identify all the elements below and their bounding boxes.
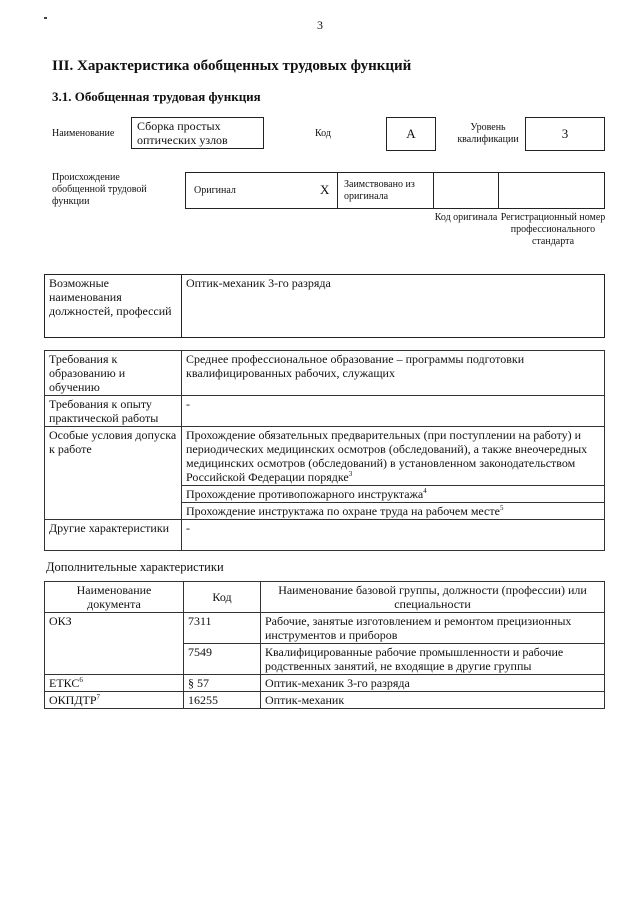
col-doc-header: Наименование документа bbox=[45, 582, 184, 613]
name-value-box bbox=[131, 117, 264, 149]
level-label: Уровень квалификации bbox=[457, 122, 519, 145]
table-row bbox=[45, 613, 605, 644]
footnote-ref: 4 bbox=[423, 487, 427, 495]
okpdtr-name-cell: Оптик-механик bbox=[261, 692, 605, 709]
original-mark: X bbox=[320, 182, 330, 197]
table-row bbox=[45, 582, 605, 613]
positions-value: Оптик-механик 3-го разряда bbox=[182, 275, 605, 338]
col-name-header: Наименование базовой группы, должности (профессии) или специальности bbox=[261, 582, 605, 613]
reg-num-cell bbox=[498, 172, 605, 209]
table-row bbox=[45, 520, 605, 551]
etks-label: ЕТКС bbox=[49, 676, 80, 690]
borrowed-label: Заимствовано из оригинала bbox=[344, 179, 415, 202]
table-row bbox=[45, 427, 605, 486]
okz-name-cell: Квалифицированные рабочие промышленности и рабочие родственных занятий, не входящие в другие группы bbox=[261, 644, 605, 675]
okpdtr-code-cell: 16255 bbox=[184, 692, 261, 709]
requirements-table bbox=[44, 350, 605, 551]
code-orig-cell bbox=[433, 172, 499, 209]
etks-cell bbox=[45, 675, 184, 692]
additional-title: Дополнительные характеристики bbox=[46, 560, 224, 574]
subsection-title: 3.1. Обобщенная трудовая функция bbox=[52, 89, 261, 104]
special-item bbox=[182, 486, 605, 503]
other-label: Другие характеристики bbox=[45, 520, 182, 551]
special-item bbox=[182, 503, 605, 520]
reg-num-caption: Регистрационный номер профессионального стандарта bbox=[500, 212, 606, 247]
footnote-ref: 5 bbox=[499, 504, 504, 512]
original-label: Оригинал bbox=[194, 185, 236, 196]
original-cell bbox=[185, 172, 338, 209]
okz-name-cell: Рабочие, занятые изготовлением и ремонтом прецизионных инструментов и приборов bbox=[261, 613, 605, 644]
table-row bbox=[45, 692, 605, 709]
other-value: - bbox=[182, 520, 605, 551]
special-label: Особые условия допуска к работе bbox=[45, 427, 182, 520]
table-row bbox=[45, 351, 605, 396]
positions-table bbox=[44, 274, 605, 338]
special-item-text: Прохождение обязательных предварительных (при поступлении на работу) и периодических медицинских осмотров (обследований), а также внеочередных медицинских осмотров (обследований) в установленном законодательством Российской Федерации порядке bbox=[186, 428, 588, 484]
special-item bbox=[182, 427, 605, 486]
education-label: Требования к образованию и обучению bbox=[45, 351, 182, 396]
code-orig-caption: Код оригинала bbox=[434, 212, 498, 223]
etks-name-cell: Оптик-механик 3-го разряда bbox=[261, 675, 605, 692]
section-title: III. Характеристика обобщенных трудовых функций bbox=[52, 58, 412, 74]
special-item-text: Прохождение противопожарного инструктажа bbox=[186, 487, 424, 501]
code-value: А bbox=[386, 117, 436, 151]
okz-code-cell: 7311 bbox=[184, 613, 261, 644]
additional-table bbox=[44, 581, 605, 709]
page-number: 3 bbox=[317, 18, 323, 32]
experience-value: - bbox=[182, 396, 605, 427]
table-row bbox=[45, 396, 605, 427]
col-code-header: Код bbox=[184, 582, 261, 613]
education-value: Среднее профессиональное образование – программы подготовки квалифицированных рабочих, служащих bbox=[182, 351, 605, 396]
origin-label: Происхождение обобщенной трудовой функции bbox=[52, 172, 147, 207]
okpdtr-cell bbox=[45, 692, 184, 709]
table-row bbox=[45, 675, 605, 692]
name-label: Наименование bbox=[52, 128, 115, 139]
positions-label: Возможные наименования должностей, профессий bbox=[45, 275, 182, 338]
footnote-ref: 6 bbox=[79, 676, 83, 684]
okpdtr-label: ОКПДТР bbox=[49, 693, 97, 707]
okz-cell: ОКЗ bbox=[45, 613, 184, 675]
code-label: Код bbox=[315, 128, 331, 139]
etks-code-cell: § 57 bbox=[184, 675, 261, 692]
experience-label: Требования к опыту практической работы bbox=[45, 396, 182, 427]
level-value: 3 bbox=[525, 117, 605, 151]
name-value: Сборка простых оптических узлов bbox=[137, 119, 228, 147]
okz-code-cell: 7549 bbox=[184, 644, 261, 675]
footnote-ref: 3 bbox=[348, 470, 353, 478]
borrowed-cell bbox=[337, 172, 434, 209]
footnote-ref: 7 bbox=[96, 693, 101, 701]
special-item-text: Прохождение инструктажа по охране труда на рабочем месте bbox=[186, 504, 500, 518]
